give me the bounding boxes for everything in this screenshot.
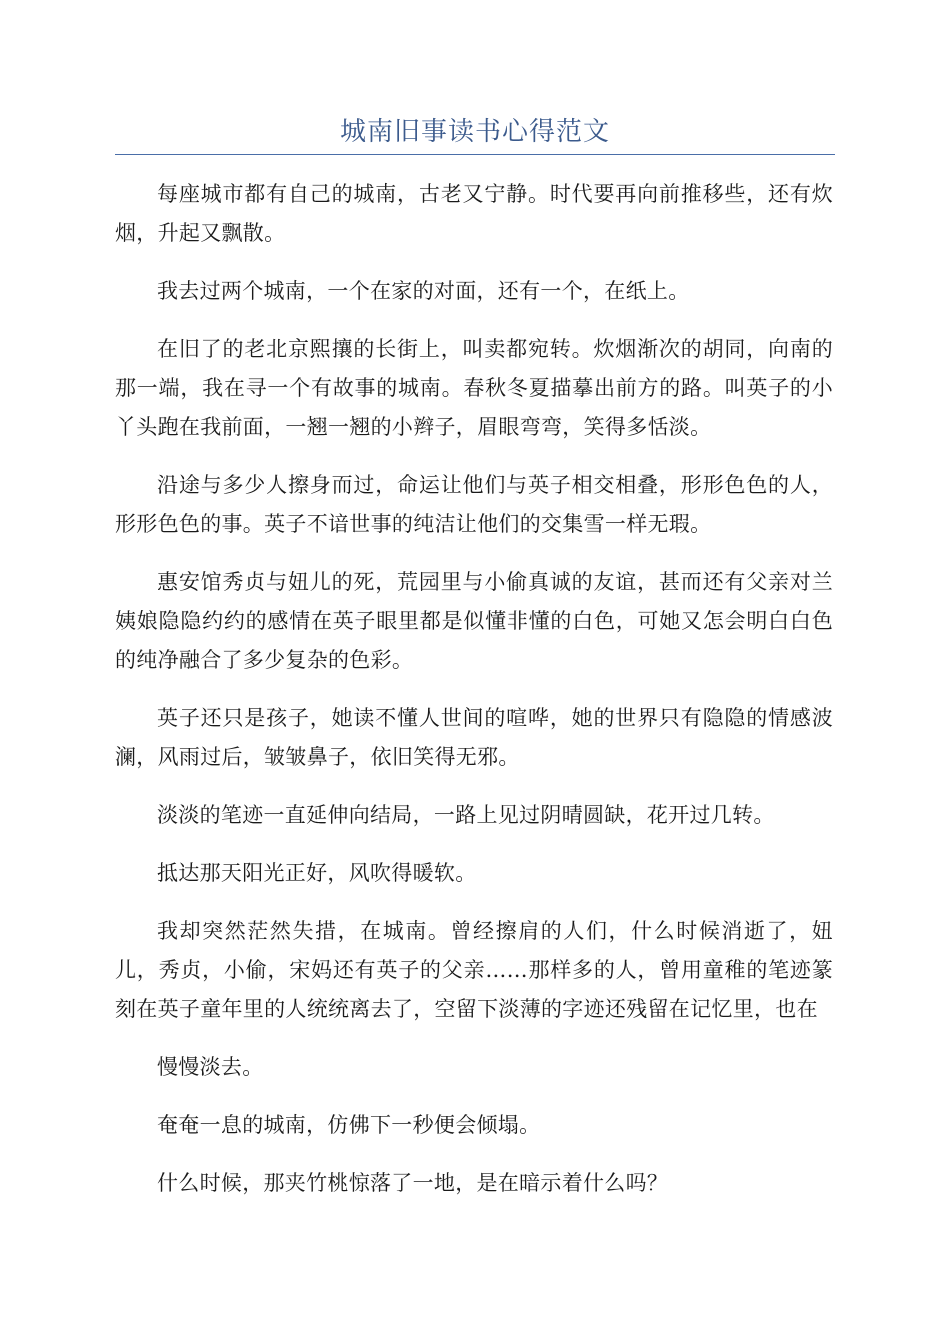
paragraph: 在旧了的老北京熙攘的长街上，叫卖都宛转。炊烟渐次的胡同，向南的那一端，我在寻一个有故事的城南。春秋冬夏描摹出前方的路。叫英子的小丫头跑在我前面，一翘一翘的小辫子，眉眼弯弯，笑得多恬淡。 (115, 337, 833, 439)
paragraph: 淡淡的笔迹一直延伸向结局，一路上见过阴晴圆缺，花开过几转。 (157, 803, 775, 827)
paragraph: 我去过两个城南，一个在家的对面，还有一个，在纸上。 (157, 279, 690, 303)
paragraph: 慢慢淡去。 (157, 1055, 264, 1079)
title-underline (115, 154, 835, 155)
document-body (115, 175, 833, 1222)
paragraph: 抵达那天阳光正好，风吹得暖软。 (157, 861, 477, 885)
paragraph: 英子还只是孩子，她读不懂人世间的喧哗，她的世界只有隐隐的情感波澜，风雨过后，皱皱鼻子，依旧笑得无邪。 (115, 706, 833, 769)
paragraph: 惠安馆秀贞与妞儿的死，荒园里与小偷真诚的友谊，甚而还有父亲对兰姨娘隐隐约约的感情在英子眼里都是似懂非懂的白色，可她又怎会明白白色的纯净融合了多少复杂的色彩。 (115, 570, 833, 672)
paragraph: 每座城市都有自己的城南，古老又宁静。时代要再向前推移些，还有炊烟，升起又飘散。 (115, 182, 833, 245)
paragraph: 奄奄一息的城南，仿佛下一秒便会倾塌。 (157, 1113, 541, 1137)
paragraph: 沿途与多少人擦身而过，命运让他们与英子相交相叠，形形色色的人，形形色色的事。英子不谙世事的纯洁让他们的交集雪一样无瑕。 (115, 473, 833, 536)
paragraph: 我却突然茫然失措，在城南。曾经擦肩的人们，什么时候消逝了，妞儿，秀贞，小偷，宋妈还有英子的父亲……那样多的人，曾用童稚的笔迹篆刻在英子童年里的人统统离去了，空留下淡薄的字迹还残留在记忆里，也在 (115, 919, 833, 1021)
paragraph: 什么时候，那夹竹桃惊落了一地，是在暗示着什么吗？ (157, 1171, 669, 1195)
document-title: 城南旧事读书心得范文 (339, 117, 610, 147)
